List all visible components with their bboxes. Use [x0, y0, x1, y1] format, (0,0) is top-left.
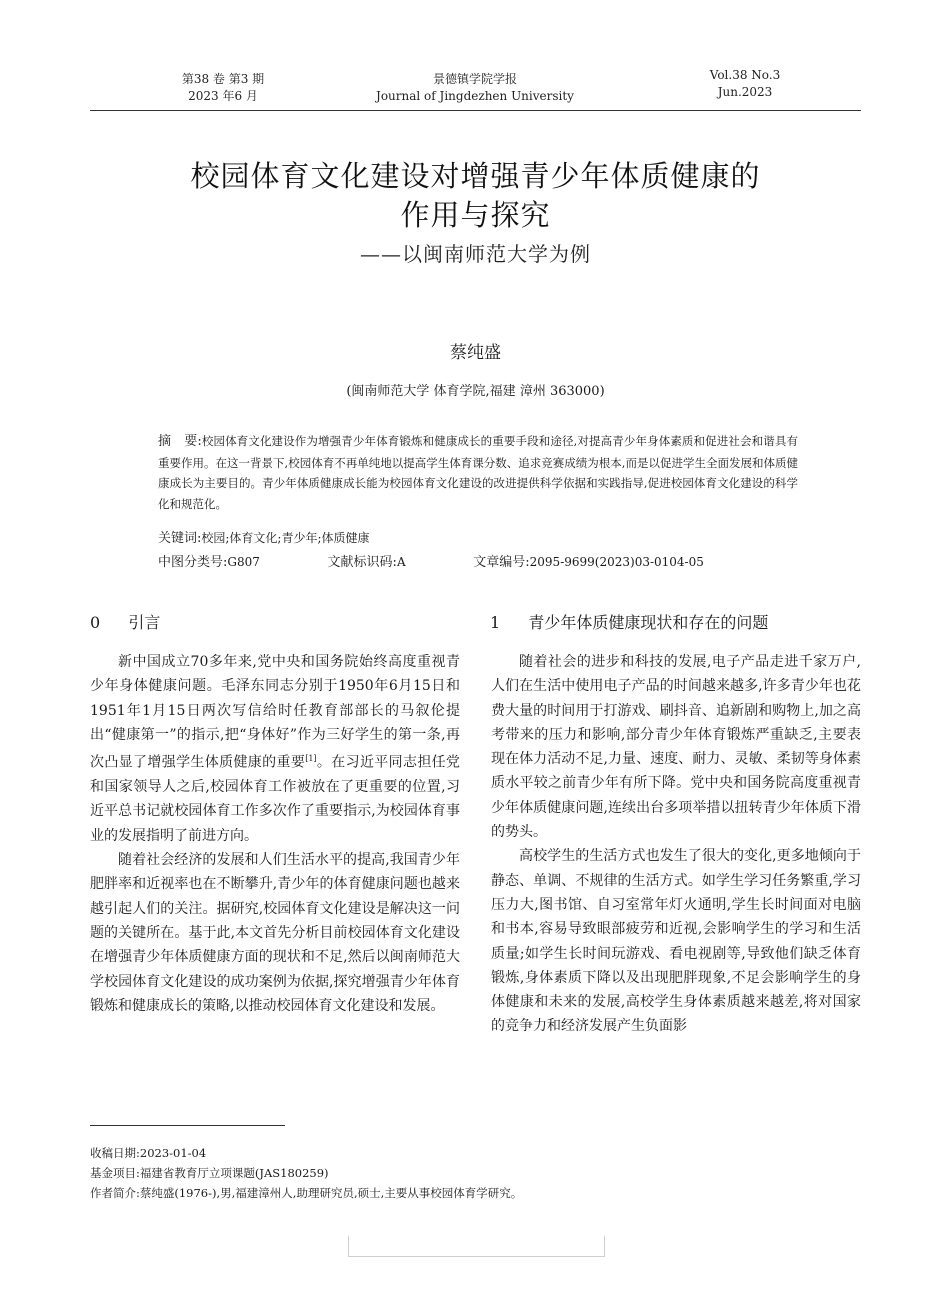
volume-en: Vol.38 No.3 — [709, 68, 781, 82]
paper-title-line2: 作用与探究 — [400, 198, 551, 232]
issue-volume: 第38 卷 第3 期 — [181, 72, 265, 86]
article-number-value: 2095-9699(2023)03-0104-05 — [529, 555, 704, 569]
author-name: 蔡纯盛 — [450, 343, 501, 363]
clc-label: 中图分类号: — [158, 555, 228, 570]
footnote-received: 收稿日期:2023-01-04 — [90, 1146, 207, 1160]
clc-value: G807 — [227, 555, 260, 569]
section1-number: 1 — [490, 613, 501, 632]
volume-info — [690, 67, 800, 101]
paper-title-line1: 校园体育文化建设对增强青少年体质健康的 — [190, 159, 761, 193]
abstract — [158, 431, 798, 514]
issue-date: 2023 年6 月 — [188, 89, 258, 103]
abstract-label: 摘 要: — [158, 434, 202, 449]
section1-title: 青少年体质健康现状和存在的问题 — [528, 613, 769, 632]
section0-body — [90, 650, 460, 1018]
keywords — [158, 527, 798, 546]
header-rule — [90, 110, 861, 111]
article-number-label: 文章编号: — [473, 555, 530, 570]
keywords-text: 校园;体育文化;青少年;体质健康 — [201, 531, 370, 545]
section1-body — [491, 650, 861, 1039]
date-en: Jun.2023 — [717, 85, 773, 99]
doc-code-label: 文献标识码: — [327, 555, 397, 570]
section0-heading — [90, 610, 160, 633]
footnote-rule — [90, 1125, 285, 1126]
journal-name-en: Journal of Jingdezhen University — [376, 89, 574, 103]
section1-paragraph: 随着社会的进步和科技的发展,电子产品走进千家万户,人们在生活中使用电子产品的时间越来越多,许多青少年也花费大量的时间用于打游戏、刷抖音、追新剧和购物上,加之高考带来的压力和影响,部分青少年体育锻炼严重缺乏,主要表现在体力活动不足,力量、速度、耐力、灵敏、柔韧等身体素质水平较之前青少年有所下降。党中央和国务院高度重视青少年体质健康问题,连续出台多项举措以扭转青少年体质下滑的势头。 — [491, 654, 861, 841]
section0-paragraph: 随着社会经济的发展和人们生活水平的提高,我国青少年肥胖率和近视率也在不断攀升,青少年的体育健康问题也越来越引起人们的关注。据研究,校园体育文化建设是解决这一问题的关键所在。基于此,本文首先分析目前校园体育文化建设在增强青少年体质健康方面的现状和不足,然后以闽南师范大学校园体育文化建设的成功案例为依据,探究增强青少年体育锻炼和健康成长的策略,以推动校园体育文化建设和发展。 — [90, 852, 460, 1014]
section0-title: 引言 — [128, 613, 161, 632]
section1-paragraph: 高校学生的生活方式也发生了很大的变化,更多地倾向于静态、单调、不规律的生活方式。如学生学习任务繁重,学习压力大,图书馆、自习室常年灯火通明,学生长时间面对电脑和书本,容易导致眼部疲劳和近视,会影响学生的学习和生活质量;如学生长时间玩游戏、看电视剧等,导致他们缺乏体育锻炼,身体素质下降以及出现肥胖现象,不足会影响学生的身体健康和未来的发展,高校学生身体素质越来越差,将对国家的竞争力和经济发展产生负面影 — [491, 848, 861, 1035]
page-footer-box — [348, 1236, 605, 1257]
issue-info — [168, 71, 278, 105]
classification-line — [158, 551, 798, 570]
doc-code-value: A — [396, 555, 406, 569]
section0-number: 0 — [90, 613, 101, 632]
section0-paragraph: 新中国成立70多年来,党中央和国务院始终高度重视青少年身体健康问题。毛泽东同志分别于1950年6月15日和1951年1月15日两次写信给时任教育部部长的马叙伦提出“健康第一”的指示,把“身体好”作为三好学生的第一条,再次凸显了增强学生体质健康的重要[1]。在习近平同志担任党和国家领导人之后,校园体育工作被放在了更重要的位置,习近平总书记就校园体育工作多次作了重要指示,为校园体育事业的发展指明了前进方向。 — [90, 654, 461, 844]
journal-name-cn: 景德镇学院学报 — [432, 72, 517, 86]
footnote-bio: 作者简介:蔡纯盛(1976-),男,福建漳州人,助理研究员,硕士,主要从事校园体育学研究。 — [90, 1186, 523, 1200]
paper-subtitle: ——以闽南师范大学为例 — [360, 242, 591, 266]
footnote-fund: 基金项目:福建省教育厅立项课题(JAS180259) — [90, 1166, 329, 1180]
journal-name — [360, 71, 590, 105]
keywords-label: 关键词: — [158, 531, 202, 546]
section1-heading — [490, 610, 768, 633]
author-affiliation: (闽南师范大学 体育学院,福建 漳州 363000) — [346, 384, 605, 399]
citation-ref[interactable]: [1] — [305, 754, 317, 764]
abstract-text: 校园体育文化建设作为增强青少年体育锻炼和健康成长的重要手段和途径,对提高青少年身体素质和促进社会和谐具有重要作用。在这一背景下,校园体育不再单纯地以提高学生体育课分数、追求竞赛成绩为根本,而是以促进学生全面发展和体质健康成长为主要目的。青少年体质健康成长能为校园体育文化建设的改进提供科学依据和实践指导,促进校园体育文化建设的科学化和规范化。 — [158, 434, 798, 511]
footnotes — [90, 1143, 861, 1203]
